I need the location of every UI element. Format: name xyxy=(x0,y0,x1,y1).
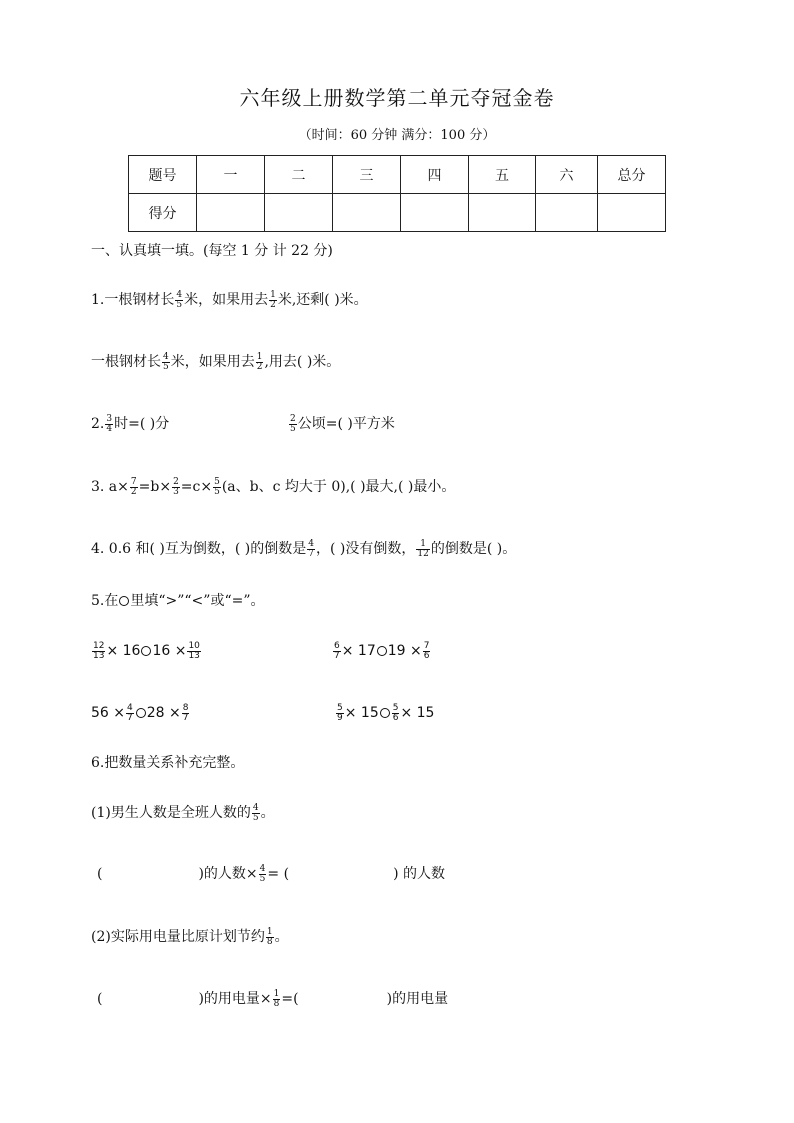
question-text: (1)男生人数是全班人数的 xyxy=(91,805,251,821)
score-cell[interactable] xyxy=(598,194,666,232)
compare-circle[interactable] xyxy=(377,646,387,656)
fraction: $\frac{1}{8}$ xyxy=(273,988,280,1009)
compare-item-3 xyxy=(91,703,190,723)
section-heading: 一、认真填一填。(每空 1 分 计 22 分) xyxy=(91,243,333,259)
question-text: ) 的人数 xyxy=(393,866,445,882)
score-table xyxy=(128,155,666,232)
fraction: $\frac{1}{12}$ xyxy=(417,538,429,559)
fraction: $\frac{5}{6}$ xyxy=(392,702,399,723)
compare-item-4 xyxy=(335,703,434,723)
question-text: (a、b、c 均大于 0),( )最大,( )最小。 xyxy=(221,479,456,495)
score-cell[interactable] xyxy=(197,194,265,232)
fraction: $\frac{2}{3}$ xyxy=(173,476,179,497)
compare-circle[interactable] xyxy=(141,646,151,656)
compare-item-2 xyxy=(332,641,431,661)
expression-text: × 15 xyxy=(400,705,435,721)
fraction: $\frac{4}{5}$ xyxy=(176,289,183,310)
fraction: $\frac{10}{13}$ xyxy=(188,640,200,661)
question-3 xyxy=(91,477,455,497)
question-text: 公顷=( )平方米 xyxy=(297,416,395,432)
fraction: $\frac{5}{5}$ xyxy=(214,476,220,497)
question-6-part1 xyxy=(91,803,275,823)
score-cell[interactable] xyxy=(469,194,536,232)
expression-text: × 17 xyxy=(341,643,376,659)
question-text: 1.一根钢材长 xyxy=(91,292,175,308)
table-row xyxy=(129,156,666,194)
question-2-part2 xyxy=(288,414,395,434)
table-header-cell: 五 xyxy=(469,156,536,194)
score-cell[interactable] xyxy=(333,194,401,232)
question-text: ,用去( )米。 xyxy=(264,354,341,370)
fraction: $\frac{4}{5}$ xyxy=(259,863,266,884)
expression-text: 28 × xyxy=(146,705,181,721)
question-text: =b× xyxy=(138,479,172,495)
question-text: 。 xyxy=(260,805,275,821)
compare-item-1 xyxy=(91,641,202,661)
question-text: 里填“>”“<”或“=”。 xyxy=(130,593,265,609)
table-header-cell: 总分 xyxy=(598,156,666,194)
exam-info: （时间：60 分钟 满分：100 分） xyxy=(298,128,496,143)
fraction: $\frac{1}{8}$ xyxy=(266,926,273,947)
question-text: 3. a× xyxy=(91,479,129,495)
page-title: 六年级上册数学第二单元夺冠金卷 xyxy=(239,86,555,110)
table-header-cell: 三 xyxy=(333,156,401,194)
question-2-part1 xyxy=(91,414,169,434)
bracket-text: ( xyxy=(97,866,103,882)
relation-1 xyxy=(97,864,445,884)
fraction: $\frac{4}{7}$ xyxy=(308,538,315,559)
fraction: $\frac{6}{7}$ xyxy=(334,640,340,661)
question-text: 米，如果用去 xyxy=(184,292,269,308)
question-6-part2 xyxy=(91,927,289,947)
fraction: $\frac{7}{2}$ xyxy=(130,476,137,497)
score-cell[interactable] xyxy=(536,194,598,232)
expression-text: × 15 xyxy=(344,705,379,721)
compare-circle[interactable] xyxy=(380,708,390,718)
fraction: $\frac{5}{9}$ xyxy=(337,702,343,723)
score-cell[interactable] xyxy=(265,194,333,232)
question-text: )的用电量 xyxy=(386,991,449,1007)
question-text: =( xyxy=(281,991,299,1007)
table-header-cell: 二 xyxy=(265,156,333,194)
table-row xyxy=(129,194,666,232)
table-header-cell: 题号 xyxy=(129,156,197,194)
expression-text: 16 × xyxy=(152,643,187,659)
fraction: $\frac{8}{7}$ xyxy=(182,702,189,723)
question-text: 时=( )分 xyxy=(114,416,170,432)
question-text: 一根钢材长 xyxy=(91,354,161,370)
expression-text: 56 × xyxy=(91,705,125,721)
table-header-cell: 四 xyxy=(401,156,469,194)
question-text: 4. 0.6 和( )互为倒数，( )的倒数是 xyxy=(91,541,307,557)
question-5-heading xyxy=(91,591,265,611)
question-1b xyxy=(91,352,340,372)
fraction: $\frac{1}{2}$ xyxy=(270,289,276,310)
question-text: 2. xyxy=(91,416,105,432)
compare-circle[interactable] xyxy=(136,708,146,718)
expression-text: × 16 xyxy=(106,643,141,659)
question-text: 5.在 xyxy=(91,593,119,609)
question-1a xyxy=(91,290,368,310)
table-header-cell: 一 xyxy=(197,156,265,194)
expression-text: 19 × xyxy=(387,643,422,659)
fraction: $\frac{4}{5}$ xyxy=(252,802,259,823)
question-text: 。 xyxy=(274,929,289,945)
question-text: = ( xyxy=(267,866,290,882)
question-6-heading: 6.把数量关系补充完整。 xyxy=(91,755,245,771)
fraction: $\frac{4}{7}$ xyxy=(127,702,133,723)
circle-icon xyxy=(119,596,129,606)
fraction: $\frac{3}{4}$ xyxy=(106,413,113,434)
question-text: 米,还剩( )米。 xyxy=(277,292,368,308)
relation-2 xyxy=(97,989,448,1009)
bracket-text: ( xyxy=(97,991,103,1007)
table-header-cell: 六 xyxy=(536,156,598,194)
fraction: $\frac{4}{5}$ xyxy=(163,351,169,372)
question-text: =c× xyxy=(180,479,213,495)
question-text: 的倒数是( )。 xyxy=(430,541,517,557)
question-text: )的用电量× xyxy=(198,991,272,1007)
question-text: 米，如果用去 xyxy=(170,354,255,370)
fraction: $\frac{12}{13}$ xyxy=(93,640,105,661)
fraction: $\frac{2}{5}$ xyxy=(290,413,296,434)
fraction: $\frac{7}{6}$ xyxy=(423,640,430,661)
table-row-label: 得分 xyxy=(129,194,197,232)
score-cell[interactable] xyxy=(401,194,469,232)
question-4 xyxy=(91,539,516,559)
question-text: )的人数× xyxy=(198,866,258,882)
fraction: $\frac{1}{2}$ xyxy=(256,351,263,372)
question-text: (2)实际用电量比原计划节约 xyxy=(91,929,265,945)
question-text: ，( )没有倒数， xyxy=(316,541,416,557)
